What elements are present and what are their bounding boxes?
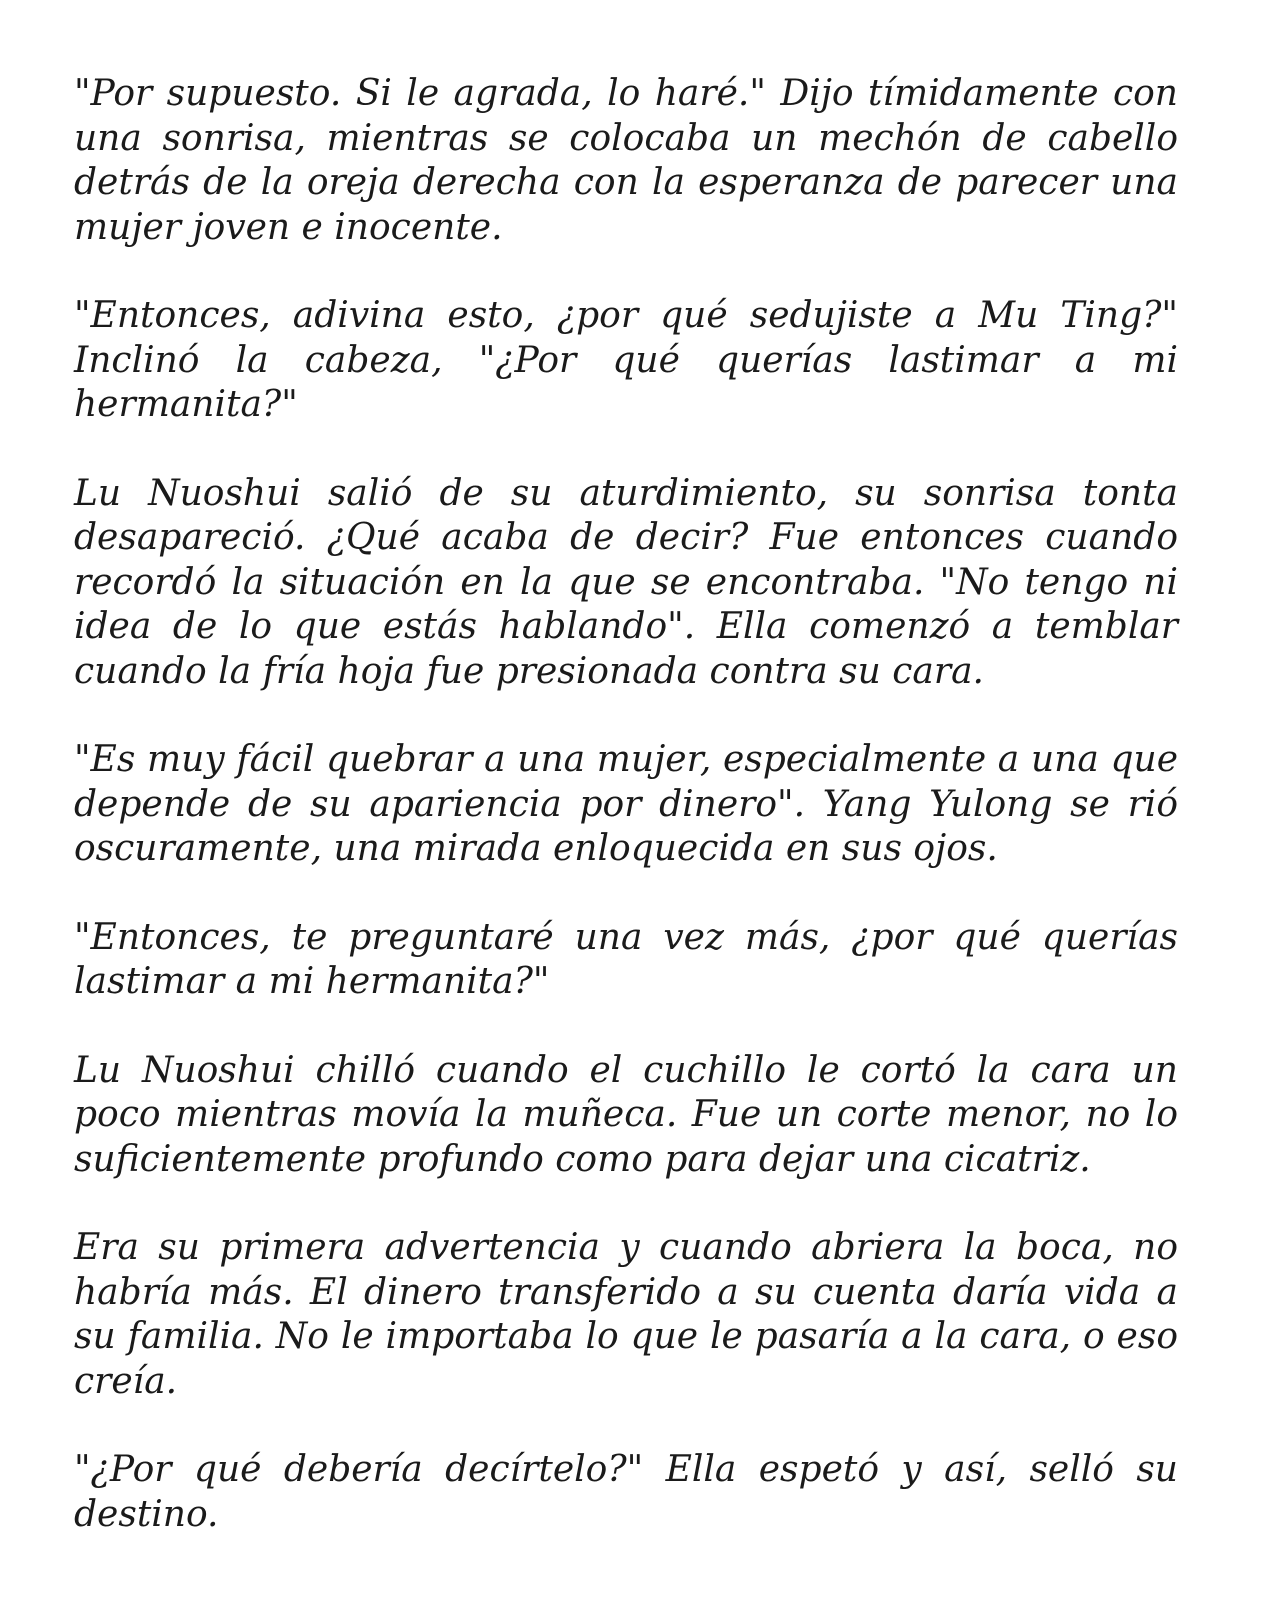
paragraph-2: "Entonces, adivina esto, ¿por qué sedujiste a Mu Ting?" Inclinó la cabeza, "¿Por qué querías lastimar a mi hermanita?" [74, 295, 1178, 425]
document-page [74, 72, 1178, 1537]
paragraph-5: "Entonces, te preguntaré una vez más, ¿por qué querías lastimar a mi hermanita?" [74, 916, 1178, 1002]
paragraph-8: "¿Por qué debería decírtelo?" Ella espetó y así, selló su destino. [74, 1449, 1178, 1535]
paragraph-3: Lu Nuoshui salió de su aturdimiento, su sonrisa tonta desapareció. ¿Qué acaba de decir? Fue entonces cuando recordó la situación en la que se encontraba. "No tengo ni idea de lo que estás hablando". Ella comenzó a temblar cuando la fría hoja fue presionada contra su cara. [74, 472, 1178, 692]
paragraph-1: "Por supuesto. Si le agrada, lo haré." Dijo tímidamente con una sonrisa, mientras se colocaba un mechón de cabello detrás de la oreja derecha con la esperanza de parecer una mujer joven e inocente. [74, 73, 1178, 248]
paragraph-6: Lu Nuoshui chilló cuando el cuchillo le cortó la cara un poco mientras movía la muñeca. Fue un corte menor, no lo suficientemente profundo como para dejar una cicatriz. [74, 1049, 1178, 1180]
paragraph-4: "Es muy fácil quebrar a una mujer, especialmente a una que depende de su apariencia por dinero". Yang Yulong se rió oscuramente, una mirada enloquecida en sus ojos. [74, 739, 1178, 869]
paragraph-7: Era su primera advertencia y cuando abriera la boca, no habría más. El dinero transferido a su cuenta daría vida a su familia. No le importaba lo que le pasaría a la cara, o eso creía. [74, 1227, 1178, 1402]
